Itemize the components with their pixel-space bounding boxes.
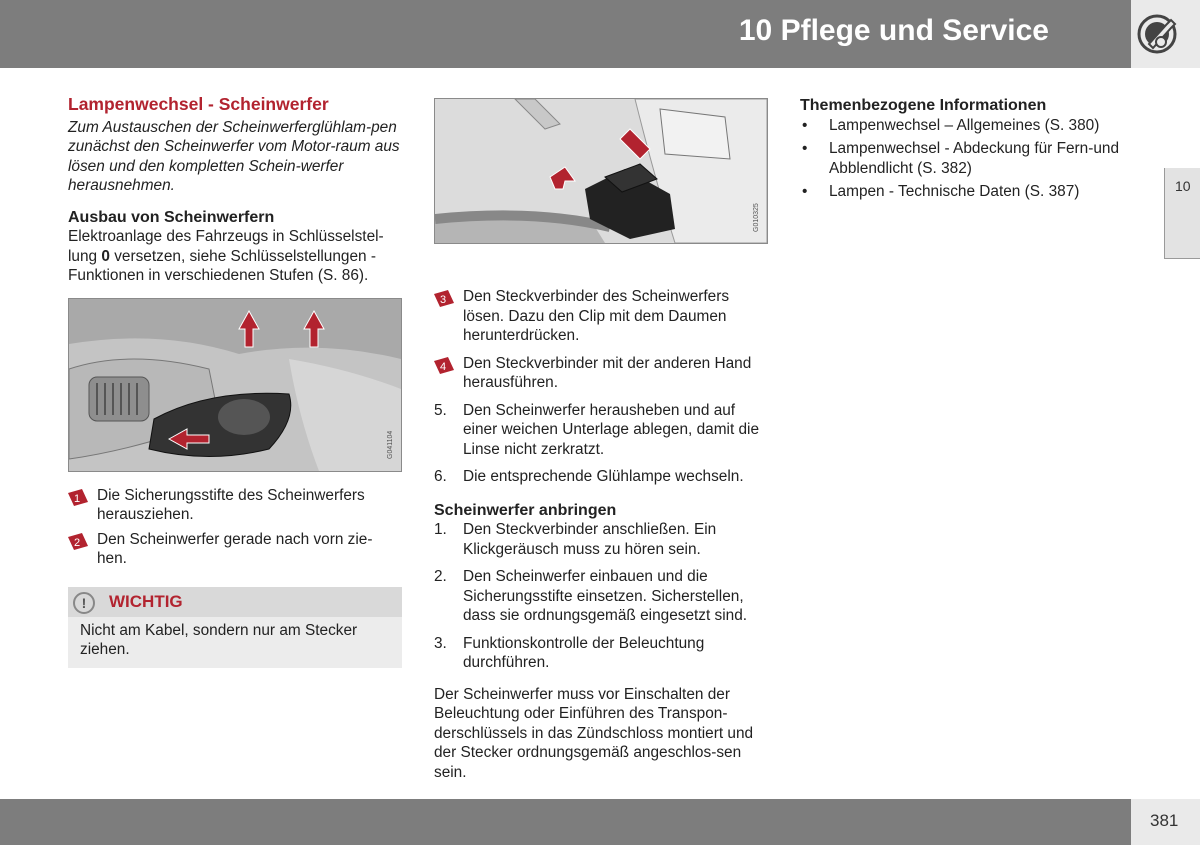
figure-code: G010325 bbox=[753, 203, 760, 232]
connector-figure bbox=[434, 98, 768, 244]
connector-steps bbox=[434, 287, 770, 487]
chapter-icon-box bbox=[1131, 0, 1200, 68]
list-item bbox=[434, 354, 770, 393]
step-number: 6. bbox=[434, 468, 447, 485]
page-number-box bbox=[1131, 799, 1200, 845]
column-right bbox=[800, 96, 1130, 206]
list-item bbox=[434, 634, 770, 673]
step-2-marker-icon bbox=[68, 533, 88, 550]
step-1-marker-icon bbox=[68, 489, 88, 506]
mount-steps bbox=[434, 520, 770, 673]
warning-text: Nicht am Kabel, sondern nur am Stecker ziehen. bbox=[80, 621, 358, 658]
list-item bbox=[434, 467, 770, 487]
exclamation-icon: ! bbox=[73, 592, 95, 614]
warning-box bbox=[68, 587, 402, 668]
svg-text:3: 3 bbox=[439, 294, 447, 306]
side-tab-label: 10 bbox=[1175, 178, 1191, 194]
step-number: 2. bbox=[434, 568, 447, 585]
related-heading: Themenbezogene Informationen bbox=[800, 97, 1047, 114]
list-item bbox=[434, 287, 770, 346]
page-number: 381 bbox=[1150, 811, 1179, 830]
page-footer bbox=[0, 799, 1131, 845]
step-number: 1. bbox=[434, 521, 447, 538]
list-item bbox=[434, 401, 770, 460]
step-text: Die entsprechende Glühlampe wechseln. bbox=[463, 468, 744, 485]
step-number: 3. bbox=[434, 634, 447, 652]
figure-code: G041104 bbox=[387, 430, 394, 459]
step-text: Die Sicherungsstifte des Scheinwerfers herausziehen. bbox=[97, 486, 365, 523]
chapter-header bbox=[0, 0, 1131, 68]
column-left bbox=[68, 95, 402, 668]
step-text: Den Steckverbinder des Scheinwerfers lösen. Dazu den Clip mit dem Daumen herunterdrücken. bbox=[463, 288, 730, 344]
step-text: Den Scheinwerfer gerade nach vorn zie-hen. bbox=[97, 530, 373, 567]
step-4-marker-icon bbox=[434, 357, 454, 374]
removal-paragraph: Elektroanlage des Fahrzeugs in Schlüsselstel-lung 0 versetzen, siehe Schlüsselstellungen - Funktionen in verschiedenen Stufen (S. 86). bbox=[68, 228, 384, 284]
related-link-cover[interactable]: • Lampenwechsel - Abdeckung für Fern-und Abblendlicht (S. 382) bbox=[802, 140, 1120, 177]
mount-heading: Scheinwerfer anbringen bbox=[434, 501, 617, 519]
svg-text:4: 4 bbox=[439, 360, 447, 373]
warning-label: WICHTIG bbox=[109, 591, 183, 611]
column-middle bbox=[434, 98, 770, 782]
step-text: Den Steckverbinder anschließen. Ein Klickgeräusch muss zu hören sein. bbox=[463, 521, 717, 558]
intro-text: Zum Austauschen der Scheinwerferglühlam-pen zunächst den Scheinwerfer vom Motor-raum aus lösen und den kompletten Schein-werfer herausnehmen. bbox=[68, 118, 400, 194]
related-link-specs[interactable]: • Lampen - Technische Daten (S. 387) bbox=[802, 183, 1080, 200]
step-3-marker-icon bbox=[434, 290, 454, 307]
chapter-title: 10 Pflege und Service bbox=[738, 14, 1049, 47]
step-text: Den Scheinwerfer herausheben und auf einer weichen Unterlage ablegen, damit die Linse nicht zerkratzt. bbox=[463, 401, 760, 458]
headlight-removal-figure bbox=[68, 298, 402, 472]
wrench-gear-icon bbox=[1131, 0, 1200, 68]
removal-steps bbox=[68, 486, 402, 569]
list-item bbox=[68, 486, 402, 525]
svg-text:1: 1 bbox=[73, 492, 81, 505]
removal-heading: Ausbau von Scheinwerfern bbox=[68, 208, 275, 226]
step-text: Den Scheinwerfer einbauen und die Sicherungsstifte einsetzen. Sicherstellen, dass sie ordnungsgemäß eingesetzt sind. bbox=[463, 568, 748, 624]
list-item bbox=[68, 530, 402, 569]
list-item bbox=[434, 520, 770, 559]
list-item bbox=[434, 567, 770, 626]
chapter-side-tab[interactable] bbox=[1164, 168, 1200, 259]
warning-header bbox=[68, 587, 402, 617]
related-links bbox=[800, 116, 1130, 202]
related-link-general[interactable]: • Lampenwechsel – Allgemeines (S. 380) bbox=[802, 116, 1100, 134]
step-text: Funktionskontrolle der Beleuchtung durchführen. bbox=[463, 634, 705, 671]
step-number: 5. bbox=[434, 401, 447, 419]
svg-text:2: 2 bbox=[73, 536, 81, 549]
section-title: Lampenwechsel - Scheinwerfer bbox=[68, 94, 329, 114]
closing-paragraph: Der Scheinwerfer muss vor Einschalten der Beleuchtung oder Einführen des Transpon-derschlüssels in das Zündschloss montiert und der Stecker ordnungsgemäß angeschlos-sen sein. bbox=[434, 685, 754, 781]
step-text: Den Steckverbinder mit der anderen Hand herausführen. bbox=[463, 354, 752, 391]
